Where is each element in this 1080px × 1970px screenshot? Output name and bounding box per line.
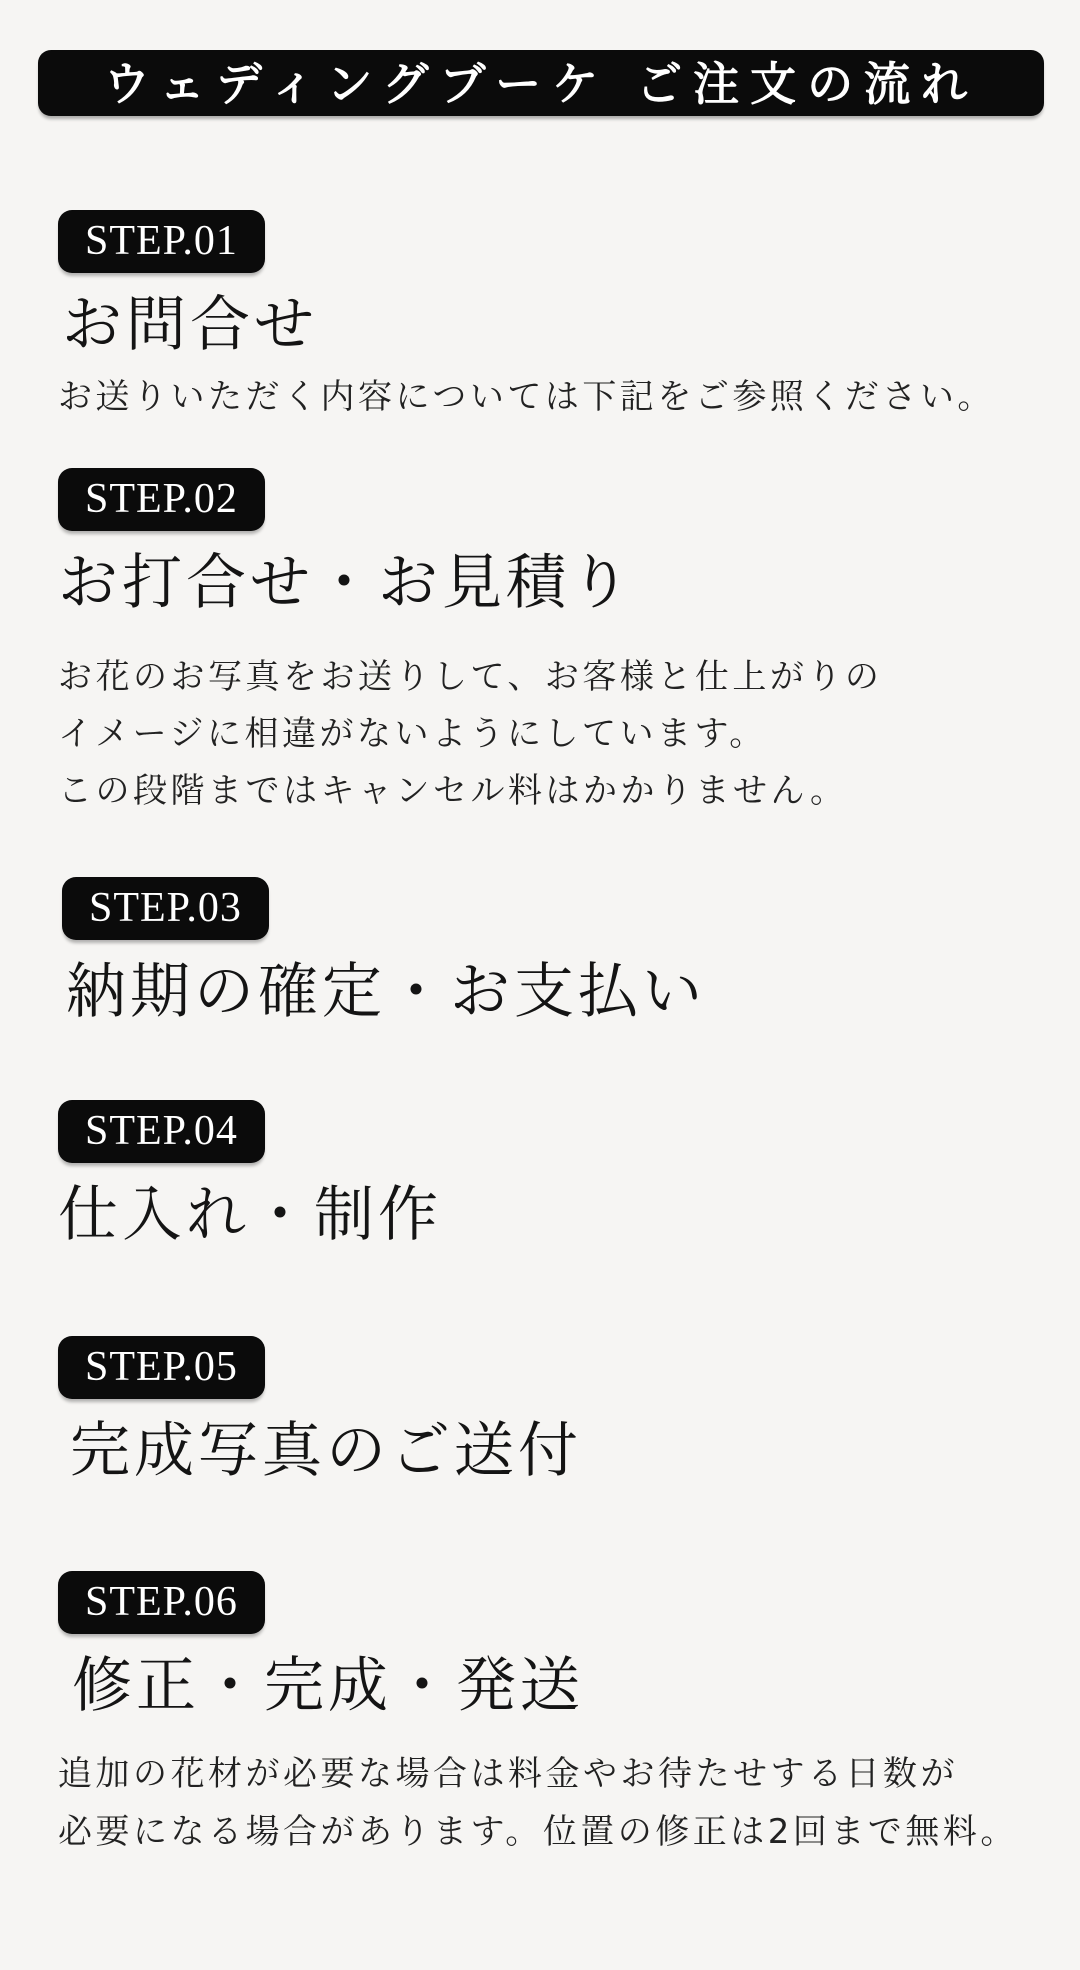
step-section-06 <box>0 1571 1080 1860</box>
step-title: 仕入れ・制作 <box>58 1180 442 1251</box>
step-description-line: この段階まではキャンセル料はかかりません。 <box>58 771 848 812</box>
page-title: ウェディングブーケ ご注文の流れ <box>103 57 979 111</box>
step-section-01 <box>0 210 1080 426</box>
step-badge: STEP.04 <box>58 1100 265 1163</box>
step-title: 完成写真のご送付 <box>70 1416 582 1487</box>
step-description-line: お送りいただく内容については下記をご参照ください。 <box>58 377 995 417</box>
step-description <box>58 369 1040 426</box>
step-title: お問合せ <box>62 290 318 360</box>
step-section-03 <box>0 877 1080 1028</box>
step-title: 修正・完成・発送 <box>72 1651 584 1722</box>
step-description-line: 必要になる場合があります。位置の修正は2回まで無料。 <box>58 1811 1018 1852</box>
step-badge: STEP.03 <box>62 877 269 940</box>
step-badge: STEP.05 <box>58 1336 265 1399</box>
step-description-line: イメージに相違がないようにしています。 <box>58 714 767 755</box>
step-title: お打合せ・お見積り <box>58 548 634 619</box>
step-badge: STEP.06 <box>58 1571 265 1634</box>
step-description-line: お花のお写真をお送りして、お客様と仕上がりの <box>58 657 883 698</box>
step-section-05 <box>0 1336 1080 1487</box>
step-title: 納期の確定・お支払い <box>66 957 706 1028</box>
step-section-04 <box>0 1100 1080 1251</box>
step-section-02 <box>0 468 1080 820</box>
step-description <box>58 1746 1040 1860</box>
step-description <box>58 649 1040 820</box>
step-description-line: 追加の花材が必要な場合は料金やお待たせする日数が <box>58 1754 958 1795</box>
header-banner <box>38 50 1044 116</box>
step-badge: STEP.02 <box>58 468 265 531</box>
step-badge: STEP.01 <box>58 210 265 273</box>
